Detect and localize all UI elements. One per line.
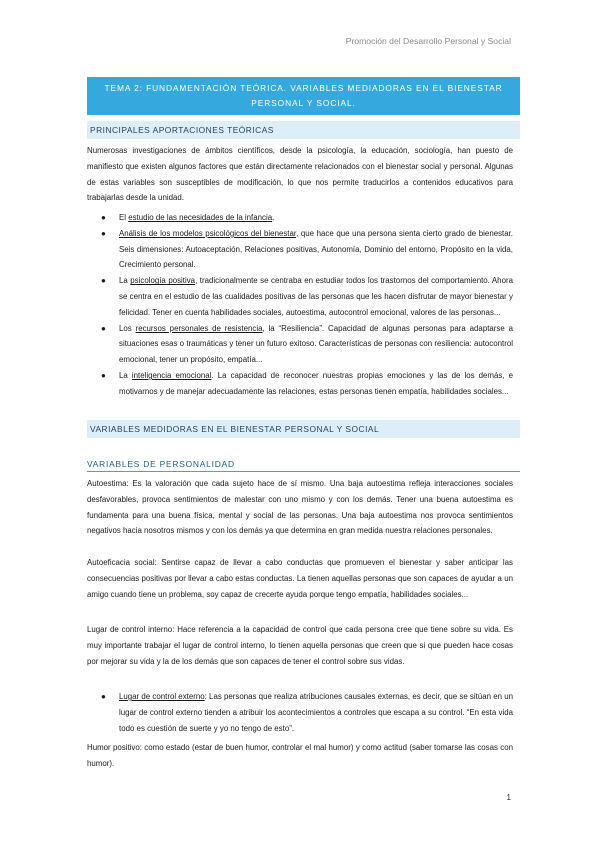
bullet-icon: ● bbox=[101, 323, 106, 333]
underlined-term: Lugar de control externo bbox=[119, 692, 205, 701]
topic-title-banner bbox=[87, 77, 520, 115]
list-item: ● La psicología positiva, tradicionalmente se centraba en estudiar todos los trastornos del comportamiento. Ahora se centra en el estudio de las cualidades positivas de las personas que les hacen disfrutar de mayor bienestar y felicidad. Tener en cuenta habilidades sociales, autoestima, autocontrol emocional, valores de las personas... bbox=[87, 273, 513, 320]
bullet-icon: ● bbox=[101, 228, 106, 238]
list-item: ● El estudio de las necesidades de la infancia. bbox=[87, 210, 513, 226]
underlined-term: inteligencia emocional bbox=[131, 370, 212, 380]
underlined-term: estudio de las necesidades de la infancia bbox=[128, 213, 273, 222]
section-title-aportaciones: PRINCIPALES APORTACIONES TEÓRICAS bbox=[87, 121, 520, 139]
subsection-title-personalidad: VARIABLES DE PERSONALIDAD bbox=[87, 459, 520, 472]
bullet-icon: ● bbox=[101, 213, 106, 222]
page-number: 1 bbox=[506, 793, 511, 802]
control-externo-list bbox=[87, 689, 513, 736]
paragraph-humor: Humor positivo: como estado (estar de buen humor, controlar el mal humor) y como actitud (saber tomarse las cosas con humor). bbox=[87, 743, 513, 768]
paragraph-autoeficacia: Autoeficacia social: Sentirse capaz de llevar a cabo conductas que promueven el bienestar y saber anticipar las consecuencias positivas por llevar a cabo estas conductas. La tienen aquellas personas que son capaces de ayudar a un amigo cuando tiene un problema, soy capaz de crecerte ayuda porque tengo empatía, habilidades sociales... bbox=[87, 558, 513, 599]
bullet-icon: ● bbox=[101, 370, 106, 380]
topic-title-line1: TEMA 2: FUNDAMENTACIÓN TEÓRICA. VARIABLES MEDIADORAS EN EL BIENESTAR bbox=[104, 83, 503, 93]
bullet-icon: ● bbox=[101, 276, 106, 286]
bullet-icon: ● bbox=[101, 692, 106, 701]
list-item: ● Lugar de control externo: Las personas que realiza atribuciones causales externas, es decir, que se sitúan en un lugar de control externo tienden a atribuir los acontecimientos a controles que escapa a su control. “En esta vida todo es cuestión de suerte y yo no tengo de esto”. bbox=[87, 689, 513, 736]
list-item: ● Análisis de los modelos psicológicos del bienestar, que hace que una persona sienta cierto grado de bienestar. Seis dimensiones: Autoaceptación, Relaciones positivas, Autonomía, Dominio del entorno, Propósito en la vida, Crecimiento personal. bbox=[87, 226, 513, 273]
underlined-term: recursos personales de resistencia bbox=[135, 323, 263, 333]
aportaciones-list bbox=[87, 210, 513, 400]
intro-paragraph: Numerosas investigaciones de ámbitos científicos, desde la psicología, la educación, sociología, han puesto de manifiesto que existen algunos factores que están directamente relacionados con el bienestar social y personal. Algunas de estas variables son susceptibles de modificación, lo que nos permite traducirlos a contenidos educativos para trabajarlas desde la unidad. bbox=[87, 146, 513, 203]
underlined-term: Análisis de los modelos psicológicos del bienestar bbox=[119, 228, 297, 238]
topic-title-line2: PERSONAL Y SOCIAL. bbox=[251, 98, 356, 108]
paragraph-autoestima: Autoestima: Es la valoración que cada sujeto hace de sí mismo. Una baja autoestima refleja interacciones sociales desfavorables, provoca sentimientos de malestar con uno mismo y con los demás. Tener una buena autoestima es fundamenta para una buena física, mental y social de las personas. Una baja autoestima nos provoca sentimientos negativos hacia nosotros mismos y con los demás ya que determina en gran medida nuestra relaciones personales. bbox=[87, 479, 513, 536]
document-header: Promoción del Desarrollo Personal y Social bbox=[345, 36, 511, 46]
paragraph-control-interno: Lugar de control interno: Hace referencia a la capacidad de control que cada persona cree que tiene sobre su vida. Es muy importante trabajar el lugar de control interno, lo tienen aquella personas que creen que si que pueden hace cosas por mejorar su vida y la de los demás que son capaces de tener el control sobre sus vidas. bbox=[87, 625, 513, 666]
underlined-term: psicología positiva bbox=[130, 276, 196, 286]
list-item: ● Los recursos personales de resistencia, la “Resiliencia”. Capacidad de algunas personas para adaptarse a situaciones esas o traumáticas y tener un futuro exitoso. Características de personas con resiliencia: autocontrol emocional, tener un propósito, empatía... bbox=[87, 321, 513, 368]
section-title-variables: VARIABLES MEDIDORAS EN EL BIENESTAR PERSONAL Y SOCIAL bbox=[87, 420, 520, 438]
list-item: ● La inteligencia emocional. La capacidad de reconocer nuestras propias emociones y las de los demás, e motivarnos y de manejar adecuadamente las relaciones, estas personas tienen empatía, habilidades sociales... bbox=[87, 368, 513, 400]
